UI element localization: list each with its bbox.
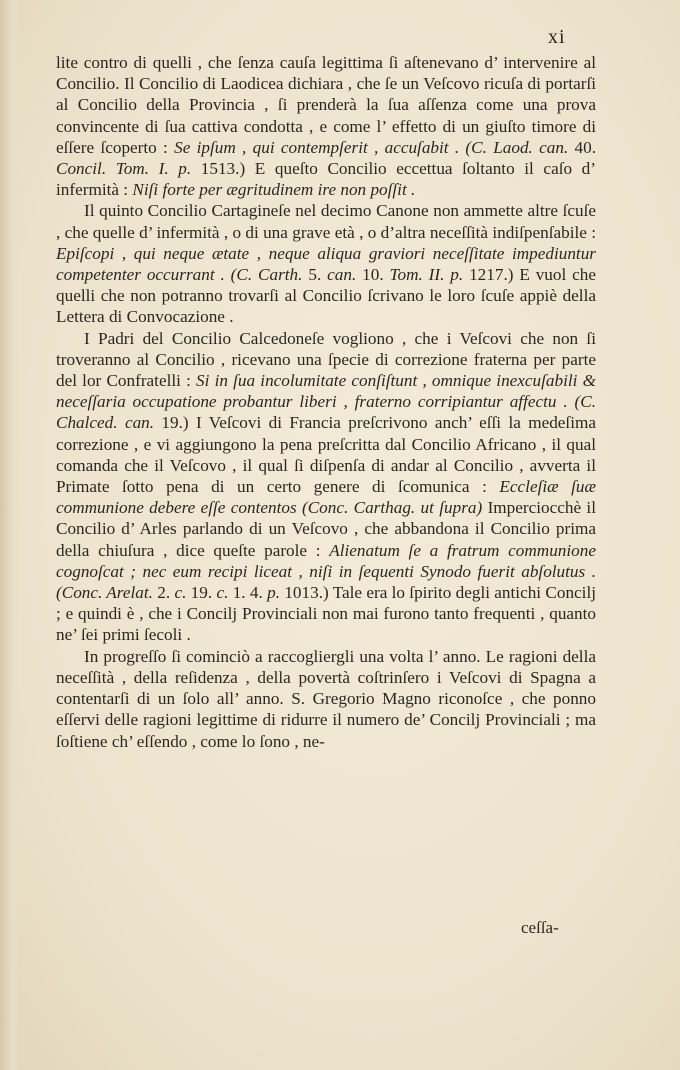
latin-quotation: p. [267, 583, 285, 603]
page-number: xi [548, 26, 566, 48]
paragraph [56, 328, 596, 646]
text-segment: 10. [362, 265, 390, 285]
text-segment: 1217.) E vuol che quelli che non potranno trovarſi al Concilio ſcrivano le loro ſcuſe appiè della Lettera di Convocazione . [56, 265, 597, 327]
text-segment: lite contro di quelli , che ſenza cauſa legittima ſi aſtenevano d’ intervenire al Concilio. Il Concilio di Laodicea dichiara , che ſe un Veſcovo ricuſa di portarſi al Concilio della Provincia , ſi prenderà la ſua aſſenza come una prova convincente di ſua cattiva condotta , e come l’ effetto di un giuſto timore di eſſere ſcoperto : [56, 53, 596, 157]
text-segment: 19. [190, 583, 217, 603]
text-segment: 1513.) E queſto Concilio eccettua ſoltanto il caſo d’ infermità : [56, 159, 596, 200]
text-segment: 19.) I Veſcovi di Francia preſcrivono anch’ eſſi la medeſima correzione , e vi aggiungono la pena preſcritta dal Concilio Africano , il qual comanda che il Veſcovo , il qual ſi diſpenſa di andar al Concilio , avverta il Primate ſotto pena di un certo genere di ſcomunica : [56, 413, 596, 497]
latin-quotation: Niſi forte per ægritudinem ire non poſſit . [132, 180, 416, 200]
text-segment: 40. [574, 137, 596, 157]
text-segment: In progreſſo ſi cominciò a raccogliergli una volta l’ anno. Le ragioni della neceſſità , della reſidenza , della povertà coſtrinſero i Veſcovi di Spagna a contentarſi di un ſolo all’ anno. S. Gregorio Magno riconoſce , che ponno eſſervi delle ragioni legittime di ridurre il numero de’ Concilj Provinciali ; ma ſoſtiene ch’ eſſendo , come lo ſono , ne- [56, 646, 596, 751]
paragraph [56, 52, 596, 200]
text-segment: Imperciocchè il Concilio d’ Arles parlando di un Veſcovo , che abbandona il Concilio prima della chiuſura , dice queſte parole : [56, 498, 596, 560]
latin-quotation: Si in ſua incolumitate conſiſtunt , omnique inexcuſabili & neceſſaria occupatione probantur liberi , fraterno corripiantur affectu . (C. Chalced. can. [56, 371, 596, 433]
catchword: ceſſa- [521, 918, 559, 937]
page-gutter-shadow [0, 0, 20, 1070]
text-segment: Il quinto Concilio Cartagineſe nel decimo Canone non ammette altre ſcuſe , che quelle d’ infermità , o di una grave età , o d’altra neceſſità indiſpenſabile : [56, 201, 596, 242]
latin-quotation: Tom. II. p. [389, 265, 470, 285]
latin-quotation: Se ipſum , qui contempſerit , accuſabit . (C. Laod. can. [174, 137, 575, 157]
body-text [56, 52, 596, 752]
text-segment: 5. [308, 265, 328, 285]
latin-quotation: Concil. Tom. I. p. [56, 159, 201, 179]
latin-quotation: can. [327, 265, 363, 285]
latin-quotation: Eccleſiæ ſuæ communione debere eſſe contentos (Conc. Carthag. ut ſupra) [56, 477, 596, 518]
latin-quotation: Epiſcopi , qui neque ætate , neque aliqua graviori neceſſitate impediuntur competenter occurrant . (C. Carth. [56, 243, 596, 285]
paragraph [56, 200, 596, 327]
text-segment: 1. 4. [232, 583, 268, 603]
latin-quotation: c. [216, 583, 233, 603]
text-segment: I Padri del Concilio Calcedoneſe vogliono , che i Veſcovi che non ſi troveranno al Concilio , ricevano una ſpecie di correzione fraterna per parte del lor Confratelli : [56, 328, 596, 391]
text-segment: 2. [157, 583, 175, 603]
latin-quotation: Alienatum ſe a fratrum communione cognoſcat ; nec eum recipi liceat , niſi in ſequenti Synodo fuerit abſolutus . (Conc. Arelat. [56, 540, 596, 603]
paragraph [56, 646, 596, 752]
text-segment: 1013.) Tale era lo ſpirito degli antichi Concilj ; e quindi è , che i Concilj Provinciali non mai furono tanto frequenti , quanto ne’ ſei primi ſecoli . [56, 583, 596, 645]
latin-quotation: c. [174, 583, 191, 603]
